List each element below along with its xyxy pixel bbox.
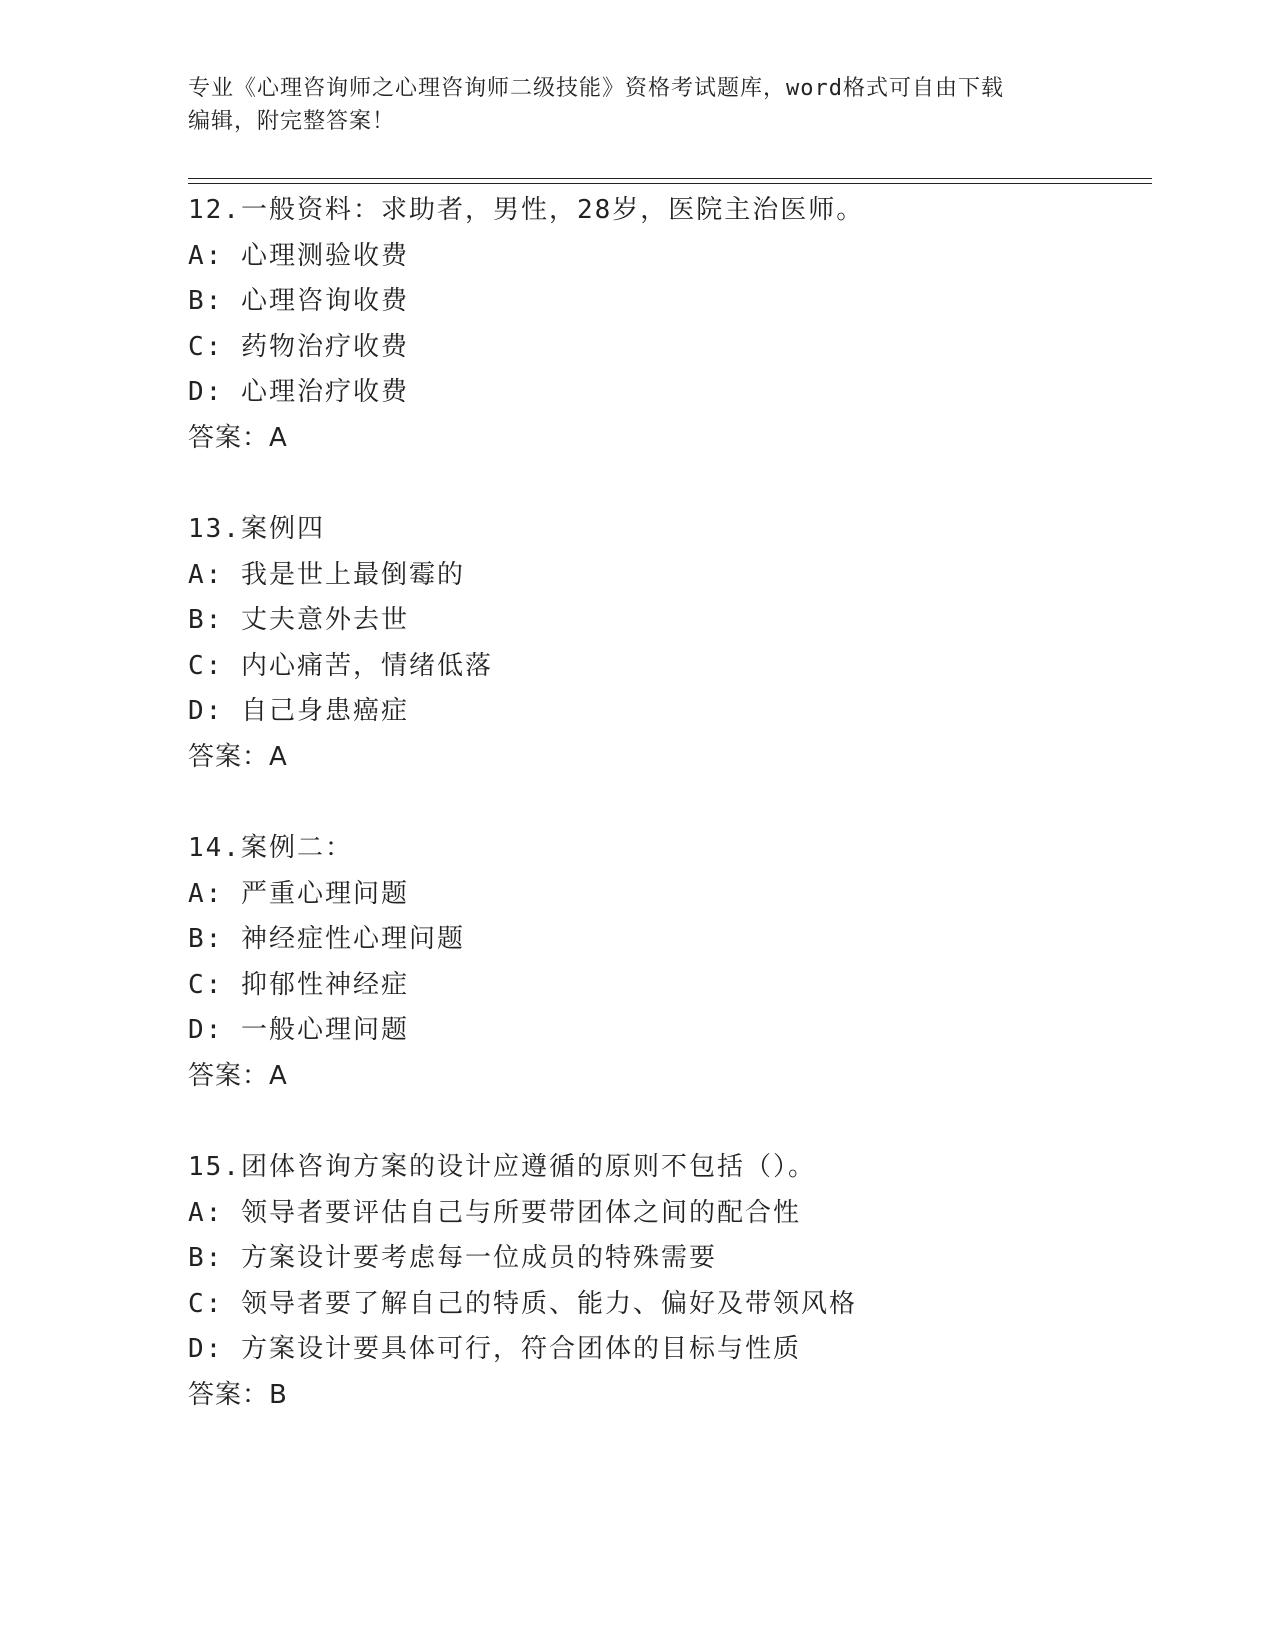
option-a: A: 心理测验收费 <box>188 240 409 271</box>
question-stem: 14.案例二： <box>188 833 353 863</box>
option-d: D: 一般心理问题 <box>188 1015 409 1046</box>
header-line-1: 专业《心理咨询师之心理咨询师二级技能》资格考试题库，word格式可自由下载 <box>188 76 1004 101</box>
question-stem: 13.案例四 <box>188 514 325 544</box>
question-14 <box>188 826 1148 1100</box>
header-divider-top <box>188 178 1152 179</box>
option-b: B: 丈夫意外去世 <box>188 605 409 636</box>
option-d: D: 心理治疗收费 <box>188 377 409 408</box>
header-line-2: 编辑，附完整答案！ <box>188 109 396 134</box>
question-stem: 12.一般资料：求助者，男性，28岁，医院主治医师。 <box>188 195 865 225</box>
option-a: A: 我是世上最倒霉的 <box>188 559 465 590</box>
question-12 <box>188 188 1148 462</box>
question-stem: 15.团体咨询方案的设计应遵循的原则不包括（）。 <box>188 1152 816 1182</box>
option-c: C: 内心痛苦，情绪低落 <box>188 650 493 681</box>
option-d: D: 自己身患癌症 <box>188 696 409 727</box>
option-b: B: 神经症性心理问题 <box>188 924 465 955</box>
document-header <box>188 72 1068 138</box>
question-15 <box>188 1145 1148 1419</box>
option-c: C: 药物治疗收费 <box>188 331 409 362</box>
answer-line: 答案：A <box>188 422 288 453</box>
option-c: C: 抑郁性神经症 <box>188 969 409 1000</box>
option-d: D: 方案设计要具体可行，符合团体的目标与性质 <box>188 1334 801 1365</box>
header-divider-bottom <box>188 183 1152 184</box>
option-b: B: 心理咨询收费 <box>188 286 409 317</box>
option-b: B: 方案设计要考虑每一位成员的特殊需要 <box>188 1243 717 1274</box>
question-13 <box>188 507 1148 781</box>
option-a: A: 严重心理问题 <box>188 878 409 909</box>
answer-line: 答案：A <box>188 1060 288 1091</box>
option-c: C: 领导者要了解自己的特质、能力、偏好及带领风格 <box>188 1288 857 1319</box>
answer-line: 答案：B <box>188 1379 288 1410</box>
option-a: A: 领导者要评估自己与所要带团体之间的配合性 <box>188 1197 801 1228</box>
answer-line: 答案：A <box>188 741 288 772</box>
